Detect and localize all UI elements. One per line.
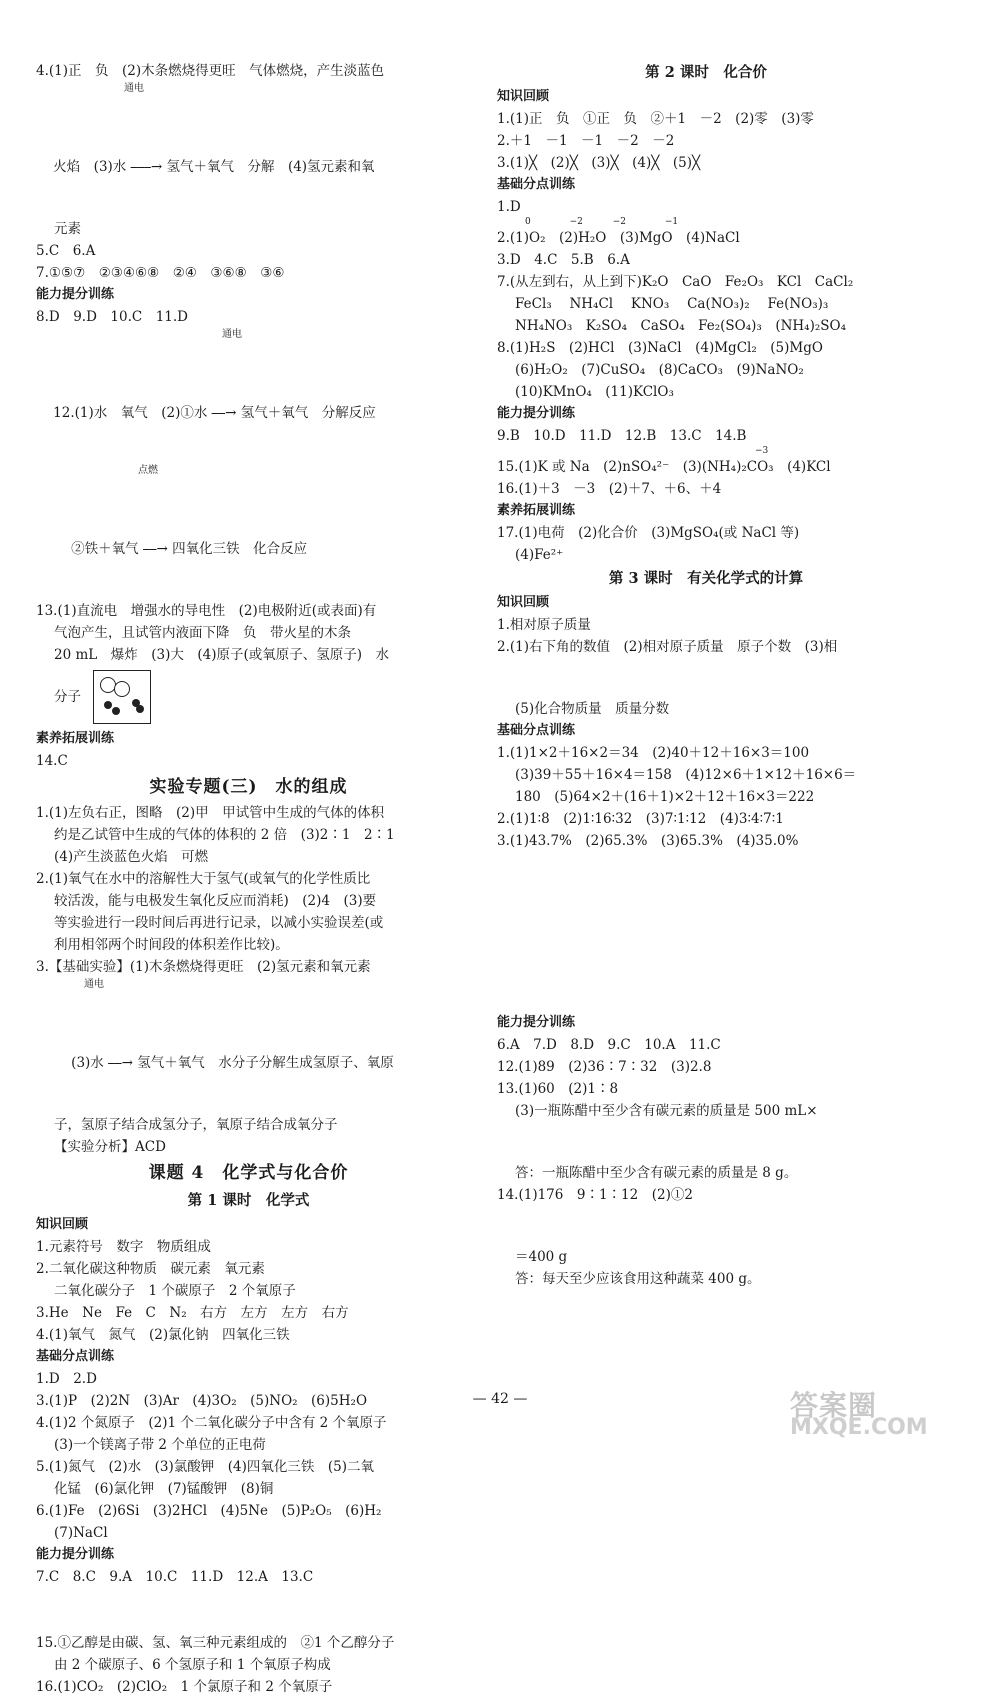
- answer-line: 14.C: [36, 753, 68, 769]
- answer-line: 6.A 7.D 8.D 9.C 10.A 11.C: [497, 1037, 721, 1053]
- answer-line: 180 (5)64×2＋(16＋1)×2＋12＋16×3＝222: [515, 789, 815, 805]
- answer-line: 利用相邻两个时间段的体积差作比较)。: [54, 937, 289, 953]
- section-heading: 能力提分训练: [36, 287, 115, 302]
- section-heading: 素养拓展训练: [36, 731, 115, 746]
- section-heading: 素养拓展训练: [497, 503, 576, 518]
- section-heading: 知识回顾: [497, 595, 550, 610]
- answer-line: 2.(1)氧气在水中的溶解性大于氢气(或氧气的化学性质比: [36, 871, 371, 887]
- answer-line: 2.(1)1∶8 (2)1∶16∶32 (3)7∶1∶12 (4)3∶4∶7∶1: [497, 811, 784, 827]
- answer-line: 1.元素符号 数字 物质组成: [36, 1239, 211, 1255]
- answer-line: 2.二氧化碳这种物质 碳元素 氧元素: [36, 1261, 265, 1277]
- answer-line: 15.①乙醇是由碳、氢、氧三种元素组成的 ②1 个乙醇分子: [36, 1635, 395, 1651]
- molecule-answer: [36, 666, 461, 728]
- answer-line: 通电 (3)水 ⎯⎯→ 氢气＋氧气 水分子分解生成氢原子、氧原: [71, 979, 394, 1071]
- valence-marks: 0 −2 −2 −1: [525, 217, 679, 227]
- answer-line: (3)一个镁离子带 2 个单位的正电荷: [54, 1437, 266, 1453]
- answer-line: 分子: [54, 689, 81, 705]
- answer-line: 13.(1)直流电 增强水的导电性 (2)电极附近(或表面)有: [36, 603, 377, 619]
- answer-line: 9.B 10.D 11.D 12.B 13.C 14.B: [497, 428, 747, 444]
- answer-line: ＝400 g: [515, 1249, 568, 1265]
- answer-line: 较活泼，能与电极发生氧化反应而消耗) (2)4 (3)要: [54, 893, 377, 909]
- answer-line: 5.(1)氮气 (2)水 (3)氯酸钾 (4)四氧化三铁 (5)二氧: [36, 1459, 374, 1475]
- answer-line: 3.(1)P (2)2N (3)Ar (4)3O₂ (5)NO₂ (6)5H₂O: [36, 1393, 368, 1409]
- answer-line: 6.(1)Fe (2)6Si (3)2HCl (4)5Ne (5)P₂O₅ (6)H₂: [36, 1503, 382, 1519]
- answer-line: 20 mL 爆炸 (3)大 (4)原子(或氧原子、氢原子) 水: [54, 647, 390, 663]
- answer-line: 15.(1)K 或 Na (2)nSO₄²⁻ (3)(NH₄)₂CO₃ (4)KCl: [497, 459, 831, 475]
- answer-line: [497, 658, 915, 698]
- section-heading: 基础分点训练: [497, 177, 576, 192]
- hydrogen-atom-icon: [112, 707, 120, 715]
- answer-line: 12.(1)89 (2)36∶7∶32 (3)2.8: [497, 1059, 712, 1075]
- answer-line: (7)NaCl: [54, 1525, 108, 1541]
- answer-line: 17.(1)电荷 (2)化合价 (3)MgSO₄(或 NaCl 等): [497, 525, 800, 541]
- answer-line: 7.①⑤⑦ ②③④⑥⑧ ②④ ③⑥⑧ ③⑥: [36, 265, 285, 281]
- section-heading: 基础分点训练: [36, 1349, 115, 1364]
- watermark-logo: [790, 1389, 980, 1465]
- right-column: [497, 60, 915, 1290]
- answer-line: 14.(1)176 9∶1∶12 (2)①2: [497, 1187, 693, 1203]
- answer-line: [497, 852, 915, 892]
- answer-line: 二氧化碳分子 1 个碳原子 2 个氧原子: [54, 1283, 296, 1299]
- answer-line: 13.(1)60 (2)1∶8: [497, 1081, 619, 1097]
- answer-line: 8.D 9.D 10.C 11.D: [36, 309, 189, 325]
- answer-line: NH₄NO₃ K₂SO₄ CaSO₄ Fe₂(SO₄)₃ (NH₄)₂SO₄: [515, 318, 846, 334]
- answer-line: 16.(1)CO₂ (2)ClO₂ 1 个氯原子和 2 个氧原子: [36, 1679, 333, 1695]
- reaction-condition: 点燃: [138, 465, 158, 476]
- answer-line: 化锰 (6)氯化钾 (7)锰酸钾 (8)铜: [54, 1481, 274, 1497]
- answer-line: 子，氢原子结合成氢分子，氧原子结合成氧分子: [54, 1117, 338, 1133]
- topic-title: 课题 4 化学式与化合价: [148, 1163, 349, 1183]
- answer-line: (5)化合物质量 质量分数: [515, 701, 670, 717]
- oxygen-atom-icon: [114, 681, 130, 697]
- answer-line: 7.(从左到右，从上到下)K₂O CaO Fe₂O₃ KCl CaCl₂: [497, 274, 854, 290]
- answer-line: 1.D 2.D: [36, 1371, 97, 1387]
- answer-line: 2.(1)O₂ (2)H₂O (3)MgO (4)NaCl: [497, 230, 740, 246]
- reaction-condition: 通电: [124, 83, 144, 94]
- answer-line: 由 2 个碳原子、6 个氢原子和 1 个氧原子构成: [54, 1657, 331, 1673]
- answer-line: [497, 932, 915, 972]
- answer-line: 1.(1)左负右正，图略 (2)甲 甲试管中生成的气体的体积: [36, 805, 385, 821]
- answer-line: 3.(1)43.7% (2)65.3% (3)65.3% (4)35.0%: [497, 833, 799, 849]
- answer-line: 8.(1)H₂S (2)HCl (3)NaCl (4)MgCl₂ (5)MgO: [497, 340, 823, 356]
- lesson-title: 第 2 课时 化合价: [645, 64, 767, 81]
- answer-line: 2.(1)右下角的数值 (2)相对原子质量 原子个数 (3)相: [497, 639, 838, 655]
- hydrogen-atom-icon: [136, 705, 144, 713]
- answer-line: 答：一瓶陈醋中至少含有碳元素的质量是 8 g。: [515, 1165, 798, 1181]
- lesson-title: 第 3 课时 有关化学式的计算: [608, 570, 804, 587]
- answer-line: 气泡产生，且试管内液面下降 负 带火星的木条: [54, 625, 351, 641]
- answer-line: (10)KMnO₄ (11)KClO₃: [515, 384, 674, 400]
- section-heading: 能力提分训练: [497, 1015, 576, 1030]
- answer-line: 1.(1)正 负 ①正 负 ②＋1 －2 (2)零 (3)零: [497, 111, 814, 127]
- answer-line: 约是乙试管中生成的气体的体积的 2 倍 (3)2∶1 2∶1: [54, 827, 395, 843]
- reaction-condition: 通电: [222, 329, 242, 340]
- answer-line: [497, 1122, 915, 1162]
- section-heading: 能力提分训练: [36, 1547, 115, 1562]
- section-heading: 知识回顾: [497, 89, 550, 104]
- answer-line: 3.(1)╳ (2)╳ (3)╳ (4)╳ (5)╳: [497, 155, 701, 171]
- page-number: — 42 —: [472, 1391, 528, 1407]
- answer-line: [36, 1588, 461, 1632]
- answer-line: 3.【基础实验】(1)木条燃烧得更旺 (2)氢元素和氧元素: [36, 959, 371, 975]
- answer-line: 【实验分析】ACD: [54, 1139, 166, 1155]
- water-molecule-diagram: [93, 670, 151, 724]
- answer-line: 4.(1)2 个氮原子 (2)1 个二氧化碳分子中含有 2 个氧原子: [36, 1415, 387, 1431]
- answer-line: (3)39＋55＋16×4＝158 (4)12×6＋1×12＋16×6＝: [515, 767, 857, 783]
- answer-line: 3.D 4.C 5.B 6.A: [497, 252, 630, 268]
- answer-line: [497, 892, 915, 932]
- answer-line: (6)H₂O₂ (7)CuSO₄ (8)CaCO₃ (9)NaNO₂: [515, 362, 804, 378]
- answer-line: (3)一瓶陈醋中至少含有碳元素的质量是 500 mL×: [515, 1103, 818, 1119]
- watermark-url: MXQE.COM: [790, 1415, 928, 1440]
- reaction-condition: 通电: [84, 979, 104, 990]
- section-heading: 知识回顾: [36, 1217, 89, 1232]
- answer-line: 点燃 ②铁＋氧气 ⎯⎯→ 四氧化三铁 化合反应: [71, 465, 308, 557]
- answer-line: 通电 火焰 (3)水 ⎯⎯⎯→ 氢气＋氧气 分解 (4)氢元素和氧: [53, 83, 375, 175]
- answer-line: 2.＋1 －1 －1 －2 －2: [497, 133, 675, 149]
- section-heading: 基础分点训练: [497, 723, 576, 738]
- answer-line: (4)Fe²⁺: [515, 547, 564, 563]
- answer-line: 通电 12.(1)水 氧气 (2)①水 ⎯⎯→ 氢气＋氧气 分解反应: [53, 329, 376, 421]
- section-title: 实验专题(三) 水的组成: [149, 777, 348, 797]
- answer-line: [497, 972, 915, 1012]
- answer-line: [497, 1206, 915, 1246]
- watermark-text: 答案圈: [790, 1389, 878, 1422]
- answer-line: 4.(1)正 负 (2)木条燃烧得更旺 气体燃烧，产生淡蓝色: [36, 63, 385, 79]
- answer-line: (4)产生淡蓝色火焰 可燃: [54, 849, 209, 865]
- valence-marks: −3: [755, 446, 769, 456]
- answer-line: 5.C 6.A: [36, 243, 96, 259]
- answer-line: 4.(1)氧气 氮气 (2)氯化钠 四氧化三铁: [36, 1327, 290, 1343]
- answer-line: 等实验进行一段时间后再进行记录，以减小实验误差(或: [54, 915, 384, 931]
- left-column: [36, 60, 461, 1698]
- hydrogen-atom-icon: [104, 701, 112, 709]
- answer-line: 元素: [54, 221, 81, 237]
- lesson-title: 第 1 课时 化学式: [187, 1192, 310, 1209]
- answer-line: 答：每天至少应该食用这种蔬菜 400 g。: [515, 1271, 761, 1287]
- answer-line: 7.C 8.C 9.A 10.C 11.D 12.A 13.C: [36, 1569, 314, 1585]
- answer-line: 1.相对原子质量: [497, 617, 591, 633]
- section-heading: 能力提分训练: [497, 406, 576, 421]
- answer-line: 1.(1)1×2＋16×2＝34 (2)40＋12＋16×3＝100: [497, 745, 810, 761]
- answer-line: 16.(1)＋3 －3 (2)＋7、＋6、＋4: [497, 481, 722, 497]
- answer-line: 1.D: [497, 199, 521, 215]
- answer-line: FeCl₃ NH₄Cl KNO₃ Ca(NO₃)₂ Fe(NO₃)₃: [515, 296, 829, 312]
- answer-line: 3.He Ne Fe C N₂ 右方 左方 左方 右方: [36, 1305, 349, 1321]
